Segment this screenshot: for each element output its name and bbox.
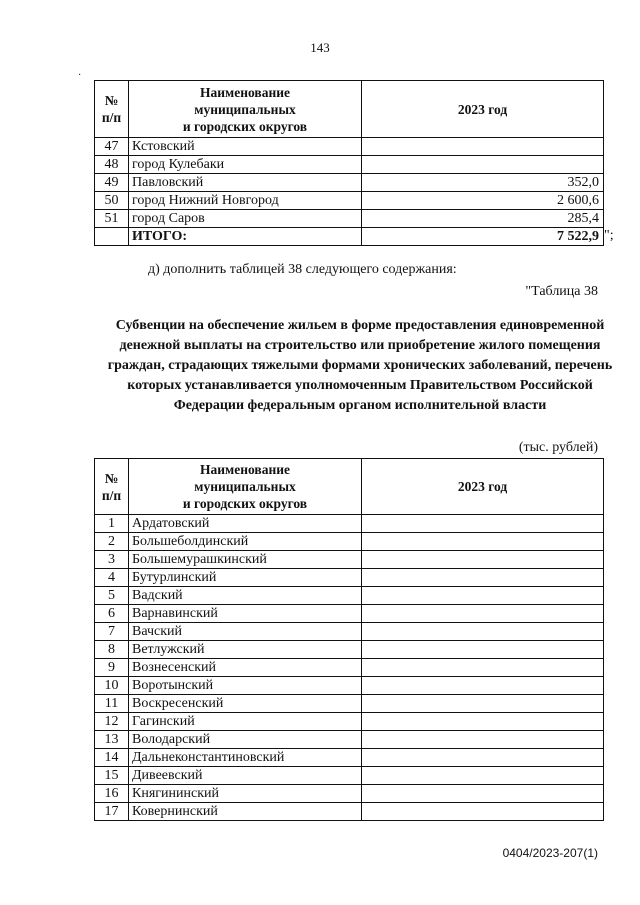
amount-value bbox=[362, 785, 604, 803]
row-number: 4 bbox=[95, 569, 129, 587]
table-row bbox=[95, 623, 604, 641]
header-municipality: Наименование муниципальных и городских округов bbox=[129, 459, 362, 515]
row-number: 14 bbox=[95, 749, 129, 767]
amount-value: 2 600,6 bbox=[362, 192, 604, 210]
table-row bbox=[95, 767, 604, 785]
row-number: 15 bbox=[95, 767, 129, 785]
row-number: 5 bbox=[95, 587, 129, 605]
table-row bbox=[95, 515, 604, 533]
municipality-name: город Кулебаки bbox=[129, 156, 362, 174]
row-number: 9 bbox=[95, 659, 129, 677]
municipality-name: Воротынский bbox=[129, 677, 362, 695]
amount-value bbox=[362, 605, 604, 623]
table-row bbox=[95, 533, 604, 551]
municipality-name: Кстовский bbox=[129, 138, 362, 156]
amount-value bbox=[362, 515, 604, 533]
municipality-name: Большеболдинский bbox=[129, 533, 362, 551]
amount-value bbox=[362, 659, 604, 677]
amount-value bbox=[362, 713, 604, 731]
municipality-name: Воскресенский bbox=[129, 695, 362, 713]
table-row bbox=[95, 192, 604, 210]
row-number: 50 bbox=[95, 192, 129, 210]
table-row bbox=[95, 174, 604, 192]
amount-value bbox=[362, 156, 604, 174]
municipality-name: Ковернинский bbox=[129, 803, 362, 821]
row-number: 3 bbox=[95, 551, 129, 569]
municipality-name: Гагинский bbox=[129, 713, 362, 731]
amount-value: 352,0 bbox=[362, 174, 604, 192]
row-number: 8 bbox=[95, 641, 129, 659]
table-row bbox=[95, 713, 604, 731]
table-row bbox=[95, 156, 604, 174]
total-label: ИТОГО: bbox=[129, 228, 362, 246]
table-row bbox=[95, 605, 604, 623]
table-row bbox=[95, 138, 604, 156]
amount-value bbox=[362, 803, 604, 821]
amount-value bbox=[362, 138, 604, 156]
row-number: 16 bbox=[95, 785, 129, 803]
table-title: Субвенции на обеспечение жильем в форме предоставления единовременной денежной выплаты на строительство или приобретение жилого помещения граждан, страдающих тяжелыми формами хронических заболеваний, перечень которых устанавливается уполномоченным Правительством Российской Федерации федеральным органом исполнительной власти bbox=[107, 318, 613, 413]
municipality-name: Ветлужский bbox=[129, 641, 362, 659]
table-row bbox=[95, 803, 604, 821]
row-number: 47 bbox=[95, 138, 129, 156]
row-number: 2 bbox=[95, 533, 129, 551]
amount-value bbox=[362, 641, 604, 659]
row-number: 1 bbox=[95, 515, 129, 533]
table-row bbox=[95, 731, 604, 749]
table-row bbox=[95, 785, 604, 803]
row-number: 10 bbox=[95, 677, 129, 695]
subsidy-table-continued bbox=[94, 80, 604, 246]
table-row bbox=[95, 210, 604, 228]
municipality-name: Вачский bbox=[129, 623, 362, 641]
row-number: 48 bbox=[95, 156, 129, 174]
amount-value: 285,4 bbox=[362, 210, 604, 228]
amount-value bbox=[362, 731, 604, 749]
municipality-name: Вознесенский bbox=[129, 659, 362, 677]
header-number: № п/п bbox=[95, 81, 129, 138]
row-number: 51 bbox=[95, 210, 129, 228]
municipality-name: Бутурлинский bbox=[129, 569, 362, 587]
municipality-name: город Саров bbox=[129, 210, 362, 228]
municipality-name: Дивеевский bbox=[129, 767, 362, 785]
amount-value bbox=[362, 551, 604, 569]
table-row bbox=[95, 749, 604, 767]
document-code: 0404/2023-207(1) bbox=[502, 846, 598, 860]
amount-value bbox=[362, 587, 604, 605]
header-number: № п/п bbox=[95, 459, 129, 515]
municipality-name: Большемурашкинский bbox=[129, 551, 362, 569]
page-number: 143 bbox=[310, 40, 330, 55]
amount-value bbox=[362, 569, 604, 587]
table-row bbox=[95, 551, 604, 569]
amount-value bbox=[362, 623, 604, 641]
row-number: 17 bbox=[95, 803, 129, 821]
amount-value bbox=[362, 533, 604, 551]
municipality-name: Варнавинский bbox=[129, 605, 362, 623]
municipality-name: Павловский bbox=[129, 174, 362, 192]
municipality-name: Вадский bbox=[129, 587, 362, 605]
table-row bbox=[95, 677, 604, 695]
table-row bbox=[95, 695, 604, 713]
row-number: 11 bbox=[95, 695, 129, 713]
header-year: 2023 год bbox=[362, 459, 604, 515]
closing-quote: "; bbox=[604, 228, 614, 243]
table-row bbox=[95, 659, 604, 677]
table-row bbox=[95, 641, 604, 659]
row-number: 49 bbox=[95, 174, 129, 192]
row-number: 7 bbox=[95, 623, 129, 641]
header-year: 2023 год bbox=[362, 81, 604, 138]
margin-mark: · bbox=[78, 70, 82, 81]
amount-value bbox=[362, 749, 604, 767]
total-row bbox=[95, 228, 604, 246]
municipality-name: Дальнеконстантиновский bbox=[129, 749, 362, 767]
row-number: 13 bbox=[95, 731, 129, 749]
table-row bbox=[95, 587, 604, 605]
amount-value bbox=[362, 767, 604, 785]
municipality-name: Ардатовский bbox=[129, 515, 362, 533]
municipality-name: город Нижний Новгород bbox=[129, 192, 362, 210]
table-row bbox=[95, 569, 604, 587]
amount-value bbox=[362, 695, 604, 713]
total-value: 7 522,9 bbox=[362, 228, 604, 246]
total-number-cell bbox=[95, 228, 129, 246]
row-number: 6 bbox=[95, 605, 129, 623]
municipality-name: Княгининский bbox=[129, 785, 362, 803]
table-38 bbox=[94, 458, 604, 821]
municipality-name: Володарский bbox=[129, 731, 362, 749]
table-label: "Таблица 38 bbox=[525, 284, 598, 299]
amount-value bbox=[362, 677, 604, 695]
instruction-text: д) дополнить таблицей 38 следующего содержания: bbox=[148, 262, 457, 277]
units-label: (тыс. рублей) bbox=[518, 440, 598, 455]
row-number: 12 bbox=[95, 713, 129, 731]
header-municipality: Наименование муниципальных и городских округов bbox=[129, 81, 362, 138]
